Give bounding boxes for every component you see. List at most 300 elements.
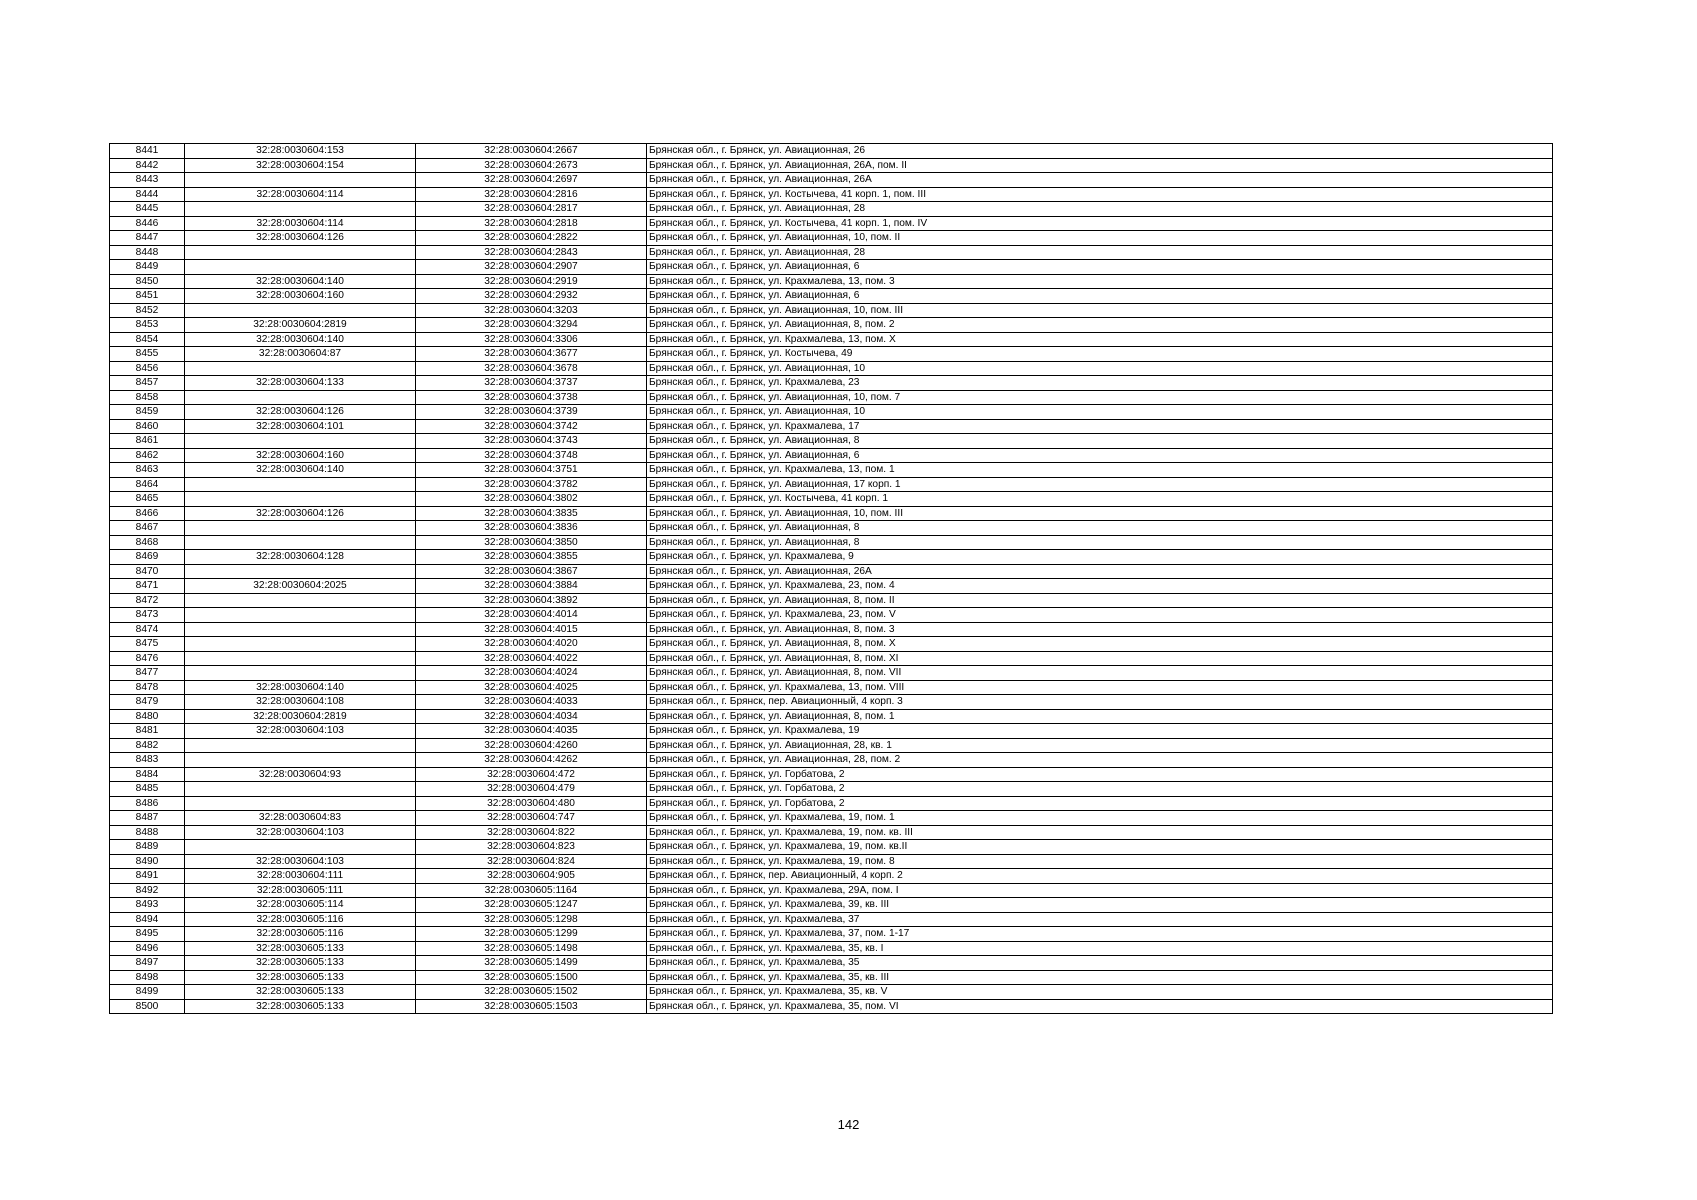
row-number-cell: 8463 [110, 463, 185, 478]
parent-cadastral-number-cell: 32:28:0030604:103 [185, 825, 416, 840]
parent-cadastral-number-cell: 32:28:0030604:103 [185, 854, 416, 869]
table-row [110, 347, 1553, 362]
row-number-cell: 8479 [110, 695, 185, 710]
parent-cadastral-number-cell: 32:28:0030605:133 [185, 999, 416, 1014]
row-number-cell: 8465 [110, 492, 185, 507]
cadastral-number-cell: 32:28:0030604:3802 [416, 492, 647, 507]
table-row [110, 956, 1553, 971]
registry-table-body [110, 144, 1553, 1014]
parent-cadastral-number-cell: 32:28:0030604:108 [185, 695, 416, 710]
parent-cadastral-number-cell: 32:28:0030604:140 [185, 274, 416, 289]
table-row [110, 535, 1553, 550]
parent-cadastral-number-cell: 32:28:0030604:160 [185, 289, 416, 304]
cadastral-number-cell: 32:28:0030604:3677 [416, 347, 647, 362]
parent-cadastral-number-cell: 32:28:0030604:87 [185, 347, 416, 362]
cadastral-number-cell: 32:28:0030604:4035 [416, 724, 647, 739]
cadastral-number-cell: 32:28:0030604:4033 [416, 695, 647, 710]
row-number-cell: 8461 [110, 434, 185, 449]
row-number-cell: 8498 [110, 970, 185, 985]
cadastral-number-cell: 32:28:0030604:3737 [416, 376, 647, 391]
table-row [110, 434, 1553, 449]
address-cell: Брянская обл., г. Брянск, ул. Авиационная, 28 [647, 202, 1553, 217]
cadastral-number-cell: 32:28:0030604:2697 [416, 173, 647, 188]
cadastral-number-cell: 32:28:0030605:1503 [416, 999, 647, 1014]
cadastral-number-cell: 32:28:0030604:823 [416, 840, 647, 855]
parent-cadastral-number-cell [185, 535, 416, 550]
address-cell: Брянская обл., г. Брянск, ул. Авиационная, 10, пом. 7 [647, 390, 1553, 405]
row-number-cell: 8489 [110, 840, 185, 855]
cadastral-number-cell: 32:28:0030604:472 [416, 767, 647, 782]
parent-cadastral-number-cell [185, 782, 416, 797]
cadastral-number-cell: 32:28:0030604:3678 [416, 361, 647, 376]
parent-cadastral-number-cell: 32:28:0030604:103 [185, 724, 416, 739]
row-number-cell: 8472 [110, 593, 185, 608]
row-number-cell: 8486 [110, 796, 185, 811]
parent-cadastral-number-cell: 32:28:0030605:133 [185, 985, 416, 1000]
address-cell: Брянская обл., г. Брянск, ул. Авиационная, 10 [647, 361, 1553, 376]
parent-cadastral-number-cell [185, 738, 416, 753]
address-cell: Брянская обл., г. Брянск, ул. Крахмалева, 19, пом. 8 [647, 854, 1553, 869]
address-cell: Брянская обл., г. Брянск, ул. Авиационная, 8 [647, 434, 1553, 449]
table-row [110, 999, 1553, 1014]
row-number-cell: 8483 [110, 753, 185, 768]
address-cell: Брянская обл., г. Брянск, пер. Авиационный, 4 корп. 3 [647, 695, 1553, 710]
parent-cadastral-number-cell: 32:28:0030604:126 [185, 506, 416, 521]
table-row [110, 564, 1553, 579]
row-number-cell: 8476 [110, 651, 185, 666]
parent-cadastral-number-cell: 32:28:0030604:114 [185, 187, 416, 202]
address-cell: Брянская обл., г. Брянск, ул. Авиационная, 28 [647, 245, 1553, 260]
cadastral-number-cell: 32:28:0030604:479 [416, 782, 647, 797]
parent-cadastral-number-cell [185, 666, 416, 681]
parent-cadastral-number-cell: 32:28:0030604:140 [185, 332, 416, 347]
table-row [110, 680, 1553, 695]
table-row [110, 332, 1553, 347]
cadastral-number-cell: 32:28:0030604:4034 [416, 709, 647, 724]
address-cell: Брянская обл., г. Брянск, ул. Авиационная, 6 [647, 448, 1553, 463]
row-number-cell: 8446 [110, 216, 185, 231]
parent-cadastral-number-cell: 32:28:0030604:128 [185, 550, 416, 565]
parent-cadastral-number-cell [185, 753, 416, 768]
row-number-cell: 8494 [110, 912, 185, 927]
table-row [110, 767, 1553, 782]
cadastral-number-cell: 32:28:0030604:3743 [416, 434, 647, 449]
row-number-cell: 8477 [110, 666, 185, 681]
table-row [110, 260, 1553, 275]
row-number-cell: 8459 [110, 405, 185, 420]
parent-cadastral-number-cell: 32:28:0030604:133 [185, 376, 416, 391]
table-row [110, 289, 1553, 304]
row-number-cell: 8481 [110, 724, 185, 739]
row-number-cell: 8447 [110, 231, 185, 246]
address-cell: Брянская обл., г. Брянск, ул. Крахмалева, 19 [647, 724, 1553, 739]
cadastral-number-cell: 32:28:0030604:3738 [416, 390, 647, 405]
parent-cadastral-number-cell: 32:28:0030604:154 [185, 158, 416, 173]
table-row [110, 231, 1553, 246]
parent-cadastral-number-cell [185, 608, 416, 623]
row-number-cell: 8451 [110, 289, 185, 304]
cadastral-number-cell: 32:28:0030604:3748 [416, 448, 647, 463]
cadastral-number-cell: 32:28:0030605:1502 [416, 985, 647, 1000]
table-row [110, 709, 1553, 724]
table-row [110, 782, 1553, 797]
table-row [110, 463, 1553, 478]
address-cell: Брянская обл., г. Брянск, ул. Крахмалева, 19, пом. 1 [647, 811, 1553, 826]
row-number-cell: 8490 [110, 854, 185, 869]
address-cell: Брянская обл., г. Брянск, ул. Авиационная, 10, пом. III [647, 303, 1553, 318]
row-number-cell: 8499 [110, 985, 185, 1000]
table-row [110, 492, 1553, 507]
cadastral-number-cell: 32:28:0030604:3782 [416, 477, 647, 492]
row-number-cell: 8453 [110, 318, 185, 333]
row-number-cell: 8457 [110, 376, 185, 391]
parent-cadastral-number-cell [185, 593, 416, 608]
table-row [110, 579, 1553, 594]
row-number-cell: 8450 [110, 274, 185, 289]
table-row [110, 521, 1553, 536]
row-number-cell: 8443 [110, 173, 185, 188]
cadastral-number-cell: 32:28:0030604:822 [416, 825, 647, 840]
address-cell: Брянская обл., г. Брянск, ул. Костычева, 41 корп. 1, пом. III [647, 187, 1553, 202]
cadastral-number-cell: 32:28:0030604:2673 [416, 158, 647, 173]
row-number-cell: 8487 [110, 811, 185, 826]
address-cell: Брянская обл., г. Брянск, ул. Авиационная, 8, пом. X [647, 637, 1553, 652]
cadastral-number-cell: 32:28:0030605:1499 [416, 956, 647, 971]
cadastral-number-cell: 32:28:0030604:4262 [416, 753, 647, 768]
row-number-cell: 8462 [110, 448, 185, 463]
table-row [110, 274, 1553, 289]
address-cell: Брянская обл., г. Брянск, ул. Авиационная, 8 [647, 535, 1553, 550]
row-number-cell: 8452 [110, 303, 185, 318]
address-cell: Брянская обл., г. Брянск, ул. Крахмалева, 35, кв. I [647, 941, 1553, 956]
address-cell: Брянская обл., г. Брянск, ул. Костычева, 49 [647, 347, 1553, 362]
table-row [110, 622, 1553, 637]
parent-cadastral-number-cell [185, 245, 416, 260]
row-number-cell: 8448 [110, 245, 185, 260]
parent-cadastral-number-cell [185, 173, 416, 188]
cadastral-number-cell: 32:28:0030604:3306 [416, 332, 647, 347]
row-number-cell: 8475 [110, 637, 185, 652]
address-cell: Брянская обл., г. Брянск, ул. Крахмалева, 23, пом. V [647, 608, 1553, 623]
row-number-cell: 8474 [110, 622, 185, 637]
table-row [110, 376, 1553, 391]
cadastral-number-cell: 32:28:0030604:2907 [416, 260, 647, 275]
table-row [110, 390, 1553, 405]
table-row [110, 724, 1553, 739]
parent-cadastral-number-cell: 32:28:0030604:140 [185, 463, 416, 478]
table-row [110, 753, 1553, 768]
table-row [110, 637, 1553, 652]
cadastral-number-cell: 32:28:0030604:3739 [416, 405, 647, 420]
cadastral-number-cell: 32:28:0030604:4015 [416, 622, 647, 637]
parent-cadastral-number-cell: 32:28:0030605:133 [185, 956, 416, 971]
row-number-cell: 8484 [110, 767, 185, 782]
parent-cadastral-number-cell: 32:28:0030604:114 [185, 216, 416, 231]
table-row [110, 202, 1553, 217]
address-cell: Брянская обл., г. Брянск, ул. Авиационная, 10 [647, 405, 1553, 420]
cadastral-number-cell: 32:28:0030604:3751 [416, 463, 647, 478]
cadastral-number-cell: 32:28:0030605:1500 [416, 970, 647, 985]
row-number-cell: 8460 [110, 419, 185, 434]
cadastral-number-cell: 32:28:0030604:2919 [416, 274, 647, 289]
row-number-cell: 8454 [110, 332, 185, 347]
parent-cadastral-number-cell: 32:28:0030605:111 [185, 883, 416, 898]
table-row [110, 593, 1553, 608]
table-row [110, 912, 1553, 927]
address-cell: Брянская обл., г. Брянск, ул. Крахмалева, 39, кв. III [647, 898, 1553, 913]
row-number-cell: 8485 [110, 782, 185, 797]
table-row [110, 796, 1553, 811]
address-cell: Брянская обл., г. Брянск, ул. Авиационная, 8, пом. II [647, 593, 1553, 608]
table-row [110, 318, 1553, 333]
cadastral-number-cell: 32:28:0030605:1299 [416, 927, 647, 942]
address-cell: Брянская обл., г. Брянск, ул. Крахмалева, 13, пом. 3 [647, 274, 1553, 289]
row-number-cell: 8480 [110, 709, 185, 724]
table-row [110, 695, 1553, 710]
registry-table [109, 143, 1553, 1014]
cadastral-number-cell: 32:28:0030604:2818 [416, 216, 647, 231]
address-cell: Брянская обл., г. Брянск, ул. Крахмалева, 23, пом. 4 [647, 579, 1553, 594]
address-cell: Брянская обл., г. Брянск, ул. Авиационная, 26А [647, 564, 1553, 579]
table-row [110, 651, 1553, 666]
parent-cadastral-number-cell: 32:28:0030604:126 [185, 231, 416, 246]
cadastral-number-cell: 32:28:0030604:3836 [416, 521, 647, 536]
address-cell: Брянская обл., г. Брянск, ул. Крахмалева, 35 [647, 956, 1553, 971]
row-number-cell: 8471 [110, 579, 185, 594]
cadastral-number-cell: 32:28:0030604:3892 [416, 593, 647, 608]
parent-cadastral-number-cell: 32:28:0030604:160 [185, 448, 416, 463]
cadastral-number-cell: 32:28:0030604:2822 [416, 231, 647, 246]
table-row [110, 811, 1553, 826]
parent-cadastral-number-cell [185, 477, 416, 492]
address-cell: Брянская обл., г. Брянск, ул. Крахмалева, 19, пом. кв. III [647, 825, 1553, 840]
address-cell: Брянская обл., г. Брянск, ул. Авиационная, 26А [647, 173, 1553, 188]
parent-cadastral-number-cell [185, 492, 416, 507]
page-number: 142 [837, 1117, 860, 1132]
cadastral-number-cell: 32:28:0030604:3884 [416, 579, 647, 594]
parent-cadastral-number-cell: 32:28:0030605:114 [185, 898, 416, 913]
address-cell: Брянская обл., г. Брянск, ул. Горбатова, 2 [647, 767, 1553, 782]
cadastral-number-cell: 32:28:0030604:4025 [416, 680, 647, 695]
address-cell: Брянская обл., г. Брянск, ул. Авиационная, 26А, пом. II [647, 158, 1553, 173]
row-number-cell: 8442 [110, 158, 185, 173]
cadastral-number-cell: 32:28:0030604:824 [416, 854, 647, 869]
row-number-cell: 8488 [110, 825, 185, 840]
cadastral-number-cell: 32:28:0030604:2932 [416, 289, 647, 304]
table-row [110, 970, 1553, 985]
parent-cadastral-number-cell: 32:28:0030604:2819 [185, 709, 416, 724]
parent-cadastral-number-cell [185, 521, 416, 536]
row-number-cell: 8458 [110, 390, 185, 405]
table-row [110, 158, 1553, 173]
row-number-cell: 8441 [110, 144, 185, 159]
table-row [110, 854, 1553, 869]
table-row [110, 419, 1553, 434]
address-cell: Брянская обл., г. Брянск, ул. Авиационная, 10, пом. III [647, 506, 1553, 521]
table-row [110, 245, 1553, 260]
cadastral-number-cell: 32:28:0030604:3867 [416, 564, 647, 579]
cadastral-number-cell: 32:28:0030604:2843 [416, 245, 647, 260]
address-cell: Брянская обл., г. Брянск, ул. Крахмалева, 13, пом. X [647, 332, 1553, 347]
address-cell: Брянская обл., г. Брянск, ул. Костычева, 41 корп. 1 [647, 492, 1553, 507]
parent-cadastral-number-cell: 32:28:0030604:83 [185, 811, 416, 826]
table-row [110, 144, 1553, 159]
table-row [110, 825, 1553, 840]
row-number-cell: 8482 [110, 738, 185, 753]
address-cell: Брянская обл., г. Брянск, ул. Крахмалева, 17 [647, 419, 1553, 434]
cadastral-number-cell: 32:28:0030604:3203 [416, 303, 647, 318]
parent-cadastral-number-cell: 32:28:0030604:101 [185, 419, 416, 434]
cadastral-number-cell: 32:28:0030604:4024 [416, 666, 647, 681]
address-cell: Брянская обл., г. Брянск, ул. Авиационная, 10, пом. II [647, 231, 1553, 246]
cadastral-number-cell: 32:28:0030604:3294 [416, 318, 647, 333]
address-cell: Брянская обл., г. Брянск, ул. Авиационная, 6 [647, 289, 1553, 304]
table-row [110, 216, 1553, 231]
row-number-cell: 8467 [110, 521, 185, 536]
table-row [110, 303, 1553, 318]
address-cell: Брянская обл., г. Брянск, ул. Крахмалева, 9 [647, 550, 1553, 565]
row-number-cell: 8469 [110, 550, 185, 565]
table-row [110, 840, 1553, 855]
row-number-cell: 8492 [110, 883, 185, 898]
parent-cadastral-number-cell: 32:28:0030604:140 [185, 680, 416, 695]
cadastral-number-cell: 32:28:0030604:3835 [416, 506, 647, 521]
parent-cadastral-number-cell [185, 651, 416, 666]
address-cell: Брянская обл., г. Брянск, ул. Костычева, 41 корп. 1, пом. IV [647, 216, 1553, 231]
address-cell: Брянская обл., г. Брянск, ул. Крахмалева, 13, пом. VIII [647, 680, 1553, 695]
address-cell: Брянская обл., г. Брянск, ул. Горбатова, 2 [647, 782, 1553, 797]
cadastral-number-cell: 32:28:0030604:747 [416, 811, 647, 826]
parent-cadastral-number-cell: 32:28:0030605:133 [185, 941, 416, 956]
parent-cadastral-number-cell [185, 202, 416, 217]
row-number-cell: 8500 [110, 999, 185, 1014]
cadastral-number-cell: 32:28:0030604:4022 [416, 651, 647, 666]
cadastral-number-cell: 32:28:0030604:2817 [416, 202, 647, 217]
table-row [110, 361, 1553, 376]
row-number-cell: 8449 [110, 260, 185, 275]
address-cell: Брянская обл., г. Брянск, ул. Авиационная, 8, пом. 1 [647, 709, 1553, 724]
cadastral-number-cell: 32:28:0030604:4020 [416, 637, 647, 652]
address-cell: Брянская обл., г. Брянск, ул. Авиационная, 8 [647, 521, 1553, 536]
parent-cadastral-number-cell: 32:28:0030605:116 [185, 927, 416, 942]
cadastral-number-cell: 32:28:0030605:1298 [416, 912, 647, 927]
table-row [110, 738, 1553, 753]
row-number-cell: 8468 [110, 535, 185, 550]
row-number-cell: 8444 [110, 187, 185, 202]
table-row [110, 608, 1553, 623]
table-row [110, 666, 1553, 681]
row-number-cell: 8493 [110, 898, 185, 913]
address-cell: Брянская обл., г. Брянск, ул. Авиационная, 8, пом. VII [647, 666, 1553, 681]
address-cell: Брянская обл., г. Брянск, ул. Крахмалева, 19, пом. кв.II [647, 840, 1553, 855]
row-number-cell: 8495 [110, 927, 185, 942]
row-number-cell: 8456 [110, 361, 185, 376]
table-row [110, 985, 1553, 1000]
cadastral-number-cell: 32:28:0030605:1247 [416, 898, 647, 913]
table-row [110, 883, 1553, 898]
address-cell: Брянская обл., г. Брянск, ул. Авиационная, 28, пом. 2 [647, 753, 1553, 768]
cadastral-number-cell: 32:28:0030604:2667 [416, 144, 647, 159]
table-row [110, 405, 1553, 420]
parent-cadastral-number-cell [185, 637, 416, 652]
address-cell: Брянская обл., г. Брянск, ул. Авиационная, 26 [647, 144, 1553, 159]
parent-cadastral-number-cell [185, 622, 416, 637]
address-cell: Брянская обл., г. Брянск, ул. Крахмалева, 35, пом. VI [647, 999, 1553, 1014]
row-number-cell: 8464 [110, 477, 185, 492]
address-cell: Брянская обл., г. Брянск, ул. Авиационная, 8, пом. 2 [647, 318, 1553, 333]
table-row [110, 477, 1553, 492]
parent-cadastral-number-cell [185, 260, 416, 275]
address-cell: Брянская обл., г. Брянск, ул. Авиационная, 6 [647, 260, 1553, 275]
row-number-cell: 8473 [110, 608, 185, 623]
address-cell: Брянская обл., г. Брянск, ул. Крахмалева, 35, кв. V [647, 985, 1553, 1000]
cadastral-number-cell: 32:28:0030604:905 [416, 869, 647, 884]
parent-cadastral-number-cell [185, 390, 416, 405]
parent-cadastral-number-cell [185, 434, 416, 449]
cadastral-number-cell: 32:28:0030605:1164 [416, 883, 647, 898]
address-cell: Брянская обл., г. Брянск, пер. Авиационный, 4 корп. 2 [647, 869, 1553, 884]
address-cell: Брянская обл., г. Брянск, ул. Крахмалева, 35, кв. III [647, 970, 1553, 985]
address-cell: Брянская обл., г. Брянск, ул. Крахмалева, 37 [647, 912, 1553, 927]
row-number-cell: 8497 [110, 956, 185, 971]
row-number-cell: 8491 [110, 869, 185, 884]
row-number-cell: 8455 [110, 347, 185, 362]
table-row [110, 550, 1553, 565]
address-cell: Брянская обл., г. Брянск, ул. Крахмалева, 37, пом. 1-17 [647, 927, 1553, 942]
address-cell: Брянская обл., г. Брянск, ул. Авиационная, 8, пом. XI [647, 651, 1553, 666]
cadastral-number-cell: 32:28:0030604:3850 [416, 535, 647, 550]
row-number-cell: 8478 [110, 680, 185, 695]
table-row [110, 927, 1553, 942]
parent-cadastral-number-cell: 32:28:0030605:116 [185, 912, 416, 927]
parent-cadastral-number-cell [185, 303, 416, 318]
cadastral-number-cell: 32:28:0030604:3855 [416, 550, 647, 565]
address-cell: Брянская обл., г. Брянск, ул. Крахмалева, 23 [647, 376, 1553, 391]
table-row [110, 869, 1553, 884]
parent-cadastral-number-cell: 32:28:0030604:153 [185, 144, 416, 159]
address-cell: Брянская обл., г. Брянск, ул. Авиационная, 28, кв. 1 [647, 738, 1553, 753]
parent-cadastral-number-cell: 32:28:0030604:126 [185, 405, 416, 420]
parent-cadastral-number-cell: 32:28:0030604:93 [185, 767, 416, 782]
address-cell: Брянская обл., г. Брянск, ул. Горбатова, 2 [647, 796, 1553, 811]
row-number-cell: 8466 [110, 506, 185, 521]
row-number-cell: 8496 [110, 941, 185, 956]
cadastral-number-cell: 32:28:0030604:2816 [416, 187, 647, 202]
parent-cadastral-number-cell [185, 564, 416, 579]
table-row [110, 941, 1553, 956]
cadastral-number-cell: 32:28:0030604:3742 [416, 419, 647, 434]
parent-cadastral-number-cell: 32:28:0030604:2819 [185, 318, 416, 333]
cadastral-number-cell: 32:28:0030605:1498 [416, 941, 647, 956]
parent-cadastral-number-cell [185, 796, 416, 811]
address-cell: Брянская обл., г. Брянск, ул. Крахмалева, 13, пом. 1 [647, 463, 1553, 478]
row-number-cell: 8445 [110, 202, 185, 217]
cadastral-number-cell: 32:28:0030604:4014 [416, 608, 647, 623]
parent-cadastral-number-cell: 32:28:0030604:2025 [185, 579, 416, 594]
address-cell: Брянская обл., г. Брянск, ул. Авиационная, 17 корп. 1 [647, 477, 1553, 492]
cadastral-number-cell: 32:28:0030604:480 [416, 796, 647, 811]
row-number-cell: 8470 [110, 564, 185, 579]
parent-cadastral-number-cell [185, 840, 416, 855]
parent-cadastral-number-cell: 32:28:0030604:111 [185, 869, 416, 884]
table-row [110, 898, 1553, 913]
parent-cadastral-number-cell [185, 361, 416, 376]
cadastral-number-cell: 32:28:0030604:4260 [416, 738, 647, 753]
table-row [110, 506, 1553, 521]
parent-cadastral-number-cell: 32:28:0030605:133 [185, 970, 416, 985]
table-row [110, 173, 1553, 188]
table-row [110, 187, 1553, 202]
